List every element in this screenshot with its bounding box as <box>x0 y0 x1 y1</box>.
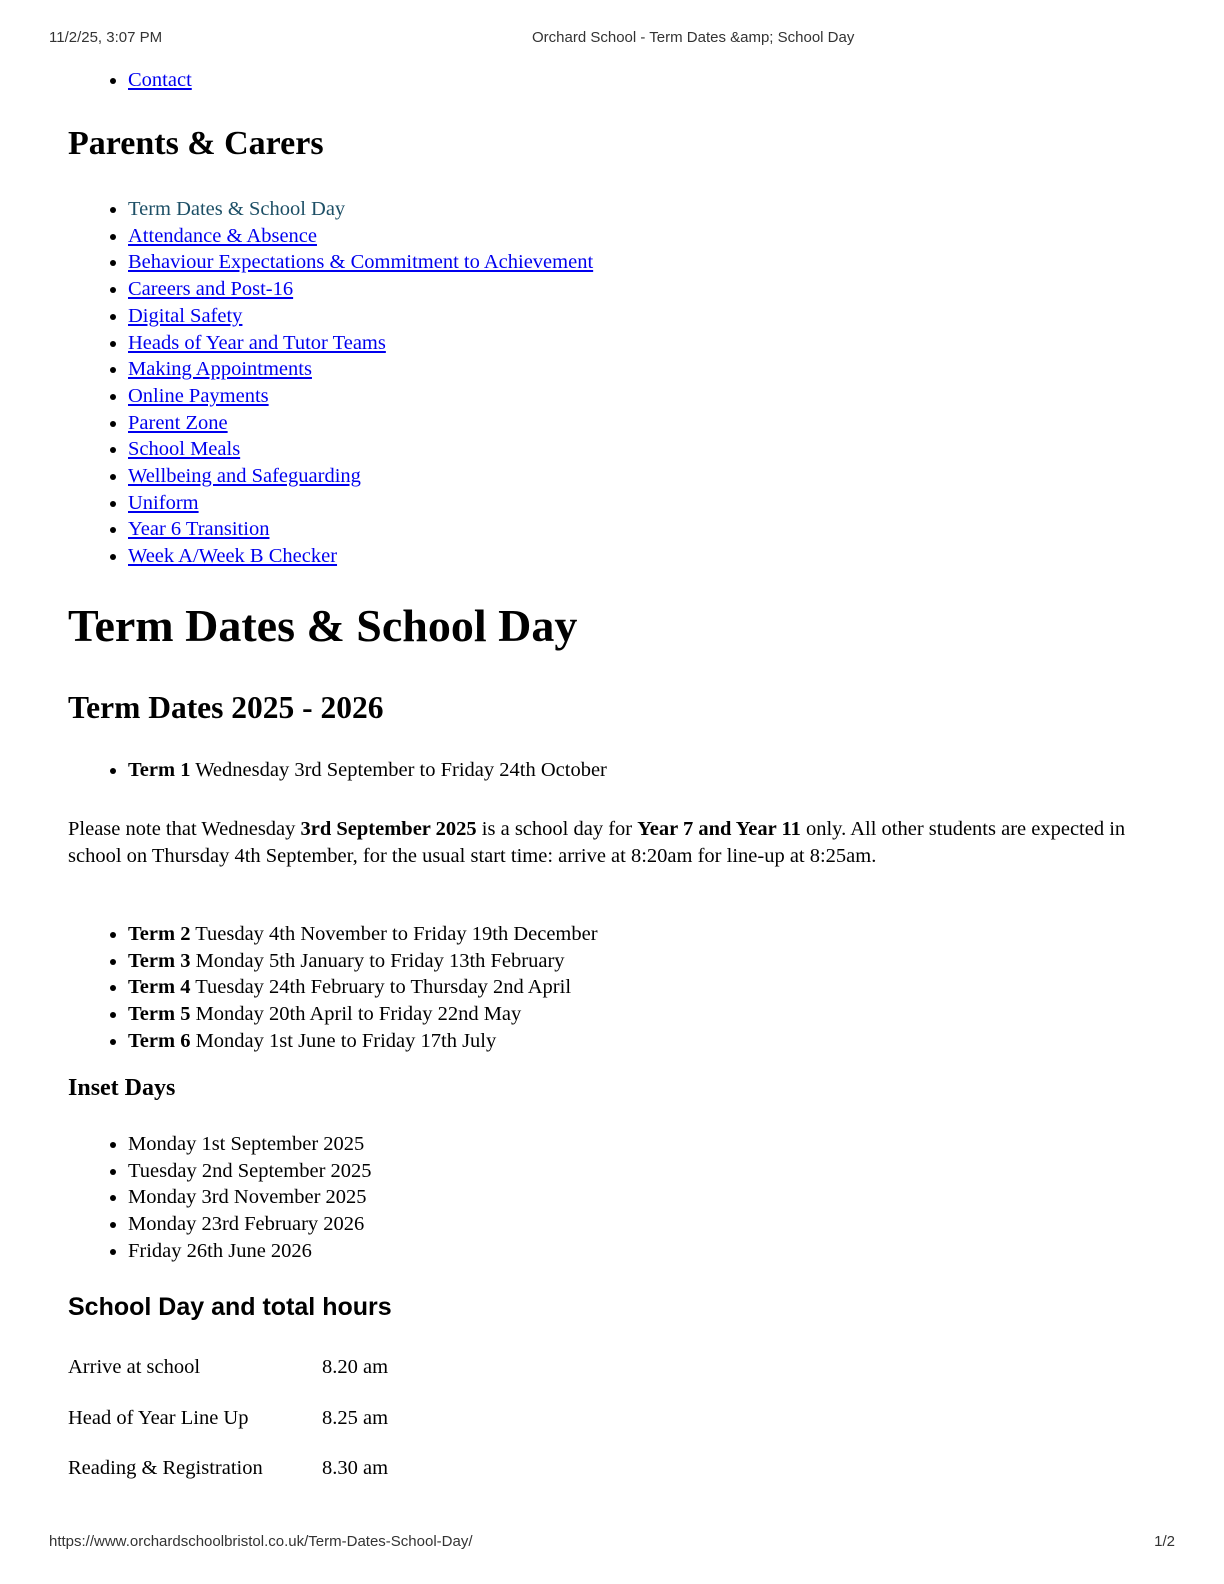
note-text: only. All other students are expected in school on Thursday 4th September, for the usual start time: arrive at 8:20am for line-up at 8:25am. <box>68 818 1126 867</box>
term-item <box>128 921 598 948</box>
term-label: Term 6 <box>128 1029 191 1052</box>
school-day-table <box>68 1354 462 1506</box>
nav-link[interactable]: Behaviour Expectations & Commitment to Achievement <box>128 251 594 274</box>
note-text: Please note that Wednesday <box>68 818 301 840</box>
term-label: Term 2 <box>128 923 191 945</box>
term-item <box>128 757 607 784</box>
term-label: Term 4 <box>128 976 191 999</box>
terms-list <box>68 921 598 1055</box>
nav-item <box>128 249 593 276</box>
nav-item <box>128 410 593 437</box>
nav-item <box>128 223 593 250</box>
school-day-activity: Arrive at school <box>68 1356 201 1378</box>
nav-item <box>128 303 593 330</box>
term-item <box>128 1028 598 1055</box>
nav-link-current-page[interactable]: Term Dates & School Day <box>128 198 346 220</box>
nav-link[interactable]: Making Appointments <box>128 358 312 381</box>
nav-link[interactable]: Digital Safety <box>128 304 243 327</box>
school-day-heading: School Day and total hours <box>68 1293 392 1321</box>
note-emphasis-text: Year 7 and Year 11 <box>637 818 801 840</box>
print-header-datetime: 11/2/25, 3:07 PM <box>49 29 163 46</box>
nav-link[interactable]: Parent Zone <box>128 411 228 434</box>
nav-link[interactable]: Week A/Week B Checker <box>128 545 338 568</box>
term-item <box>128 948 598 975</box>
term-label: Term 5 <box>128 1003 191 1026</box>
nav-link[interactable]: Careers and Post-16 <box>128 278 294 301</box>
inset-days-list <box>68 1131 372 1265</box>
nav-link[interactable]: School Meals <box>128 438 241 461</box>
term-label: Term 3 <box>128 949 191 972</box>
parents-nav-list <box>68 196 593 570</box>
contact-link[interactable]: Contact <box>128 69 192 91</box>
term1-list <box>68 757 607 784</box>
term-range: Monday 5th January to Friday 13th February <box>190 949 565 972</box>
nav-link[interactable]: Wellbeing and Safeguarding <box>128 465 361 488</box>
school-day-table-body <box>68 1354 462 1506</box>
nav-item <box>128 196 593 223</box>
table-row <box>68 1405 462 1456</box>
school-day-activity: Reading & Registration <box>68 1457 263 1480</box>
nav-item <box>128 356 593 383</box>
school-day-time: 8.30 am <box>322 1457 389 1480</box>
inset-days-heading: Inset Days <box>68 1075 176 1101</box>
inset-day-item: • Monday 23rd February 2026 <box>128 1211 372 1238</box>
table-row <box>68 1354 462 1405</box>
term-item <box>128 1001 598 1028</box>
term-range: Monday 1st June to Friday 17th July <box>190 1029 497 1052</box>
print-header-title: Orchard School - Term Dates &amp; School Day <box>532 29 855 46</box>
school-day-time: 8.25 am <box>322 1406 389 1429</box>
note-text: is a school day for <box>476 818 638 840</box>
term-label: Term 1 <box>128 759 191 781</box>
inset-day-item: • Monday 3rd November 2025 <box>128 1184 372 1211</box>
nav-link[interactable]: Uniform <box>128 491 199 514</box>
nav-link[interactable]: Online Payments <box>128 384 269 407</box>
note-emphasis-text: 3rd September 2025 <box>300 818 477 840</box>
school-day-time: 8.20 am <box>322 1356 389 1378</box>
contact-list-item <box>128 67 192 94</box>
nav-item <box>128 436 593 463</box>
nav-item <box>128 330 593 357</box>
inset-day-item: • Tuesday 2nd September 2025 <box>128 1158 372 1185</box>
nav-item <box>128 276 593 303</box>
nav-item <box>128 543 593 570</box>
term-range: Monday 20th April to Friday 22nd May <box>190 1003 522 1026</box>
nav-link[interactable]: Year 6 Transition <box>128 518 270 541</box>
school-day-activity: Head of Year Line Up <box>68 1406 249 1429</box>
table-row <box>68 1455 462 1506</box>
print-footer-page-indicator: 1/2 <box>1154 1533 1175 1550</box>
parents-carers-heading: Parents & Carers <box>68 125 324 162</box>
term-item <box>128 974 598 1001</box>
nav-item <box>128 490 593 517</box>
page-title: Term Dates & School Day <box>68 600 578 651</box>
nav-item <box>128 516 593 543</box>
term1-note <box>68 816 1160 870</box>
term-range: Wednesday 3rd September to Friday 24th October <box>190 759 607 781</box>
print-footer-url: https://www.orchardschoolbristol.co.uk/Term-Dates-School-Day/ <box>49 1533 473 1550</box>
term-range: Tuesday 24th February to Thursday 2nd April <box>190 976 572 999</box>
contact-list <box>68 67 192 94</box>
term-dates-heading: Term Dates 2025 - 2026 <box>68 690 384 725</box>
nav-link[interactable]: Heads of Year and Tutor Teams <box>128 331 386 354</box>
inset-day-item: • Monday 1st September 2025 <box>128 1131 372 1158</box>
nav-item <box>128 383 593 410</box>
nav-link[interactable]: Attendance & Absence <box>128 224 317 247</box>
inset-day-item: • Friday 26th June 2026 <box>128 1238 372 1265</box>
term-range: Tuesday 4th November to Friday 19th December <box>190 923 598 945</box>
nav-item <box>128 463 593 490</box>
